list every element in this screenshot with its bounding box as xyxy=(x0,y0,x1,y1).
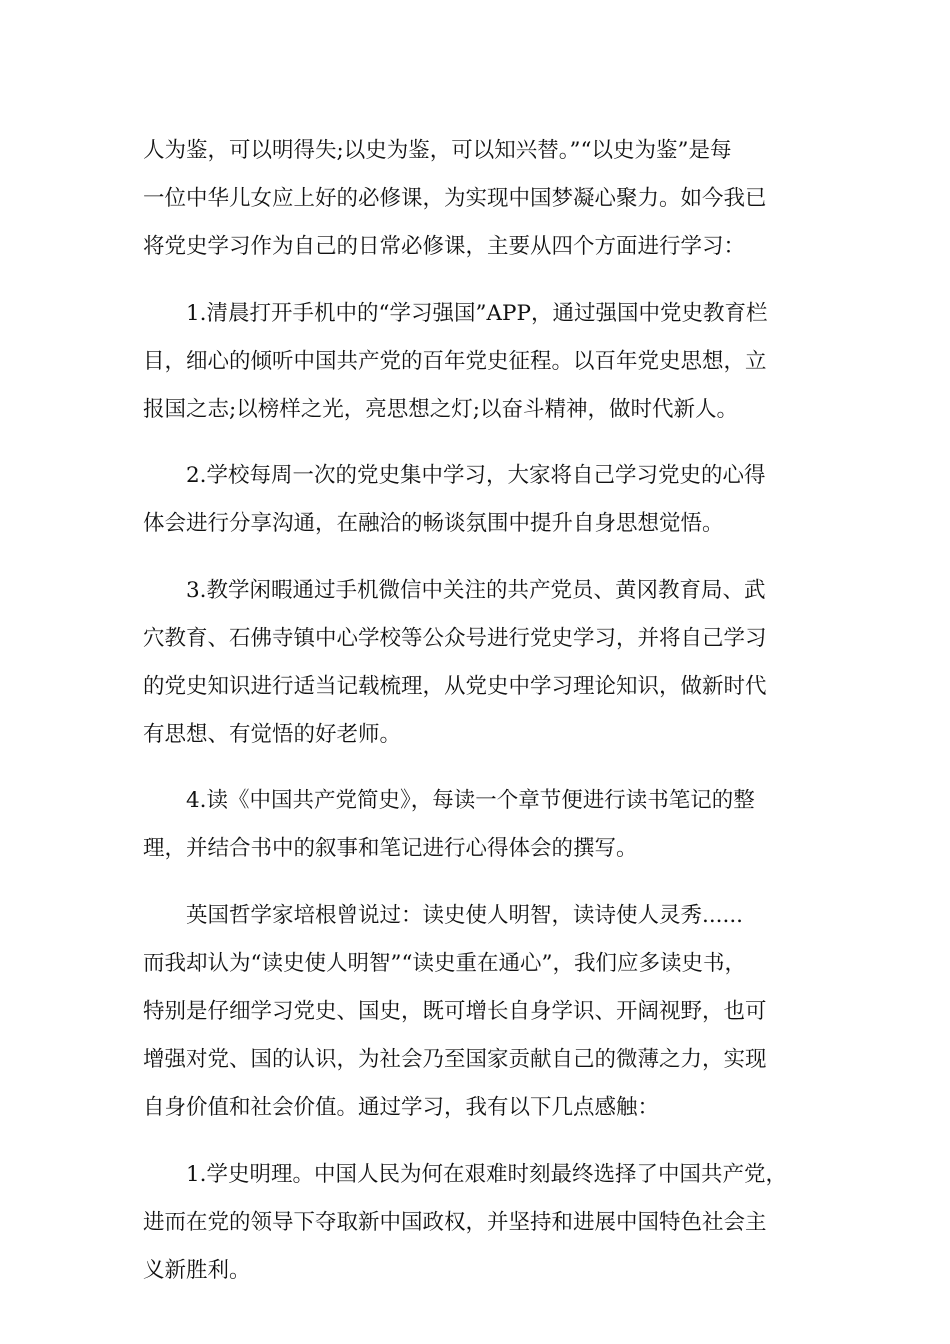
text-line: 有思想、有觉悟的好老师。 xyxy=(143,722,402,748)
paragraph-item-2 xyxy=(143,452,813,548)
text-line: 3.教学闲暇通过手机微信中关注的共产党员、黄冈教育局、武 xyxy=(186,577,766,603)
text-line: 1.学史明理。中国人民为何在艰难时刻最终选择了中国共产党， xyxy=(186,1161,788,1187)
text-line: 而我却认为“读史使人明智”“读史重在通心”，我们应多读史书， xyxy=(143,950,746,976)
document-body xyxy=(143,127,813,1295)
text-line: 目，细心的倾听中国共产党的百年党史征程。以百年党史思想，立 xyxy=(143,348,767,374)
paragraph-item-3 xyxy=(143,567,813,760)
text-line: 1.清晨打开手机中的“学习强国”APP，通过强国中党史教育栏 xyxy=(186,300,768,326)
text-line: 理，并结合书中的叙事和笔记进行心得体会的撰写。 xyxy=(143,836,638,862)
text-line: 体会进行分享沟通，在融洽的畅谈氛围中提升自身思想觉悟。 xyxy=(143,511,724,537)
text-line: 义新胜利。 xyxy=(143,1257,251,1283)
text-line: 进而在党的领导下夺取新中国政权，并坚持和进展中国特色社会主 xyxy=(143,1209,767,1235)
paragraph-item-4 xyxy=(143,777,813,873)
text-line: 报国之志;以榜样之光，亮思想之灯;以奋斗精神，做时代新人。 xyxy=(143,396,738,422)
text-line: 穴教育、石佛寺镇中心学校等公众号进行党史学习，并将自己学习 xyxy=(143,625,767,651)
text-line: 2.学校每周一次的党史集中学习，大家将自己学习党史的心得 xyxy=(186,463,766,489)
text-line: 特别是仔细学习党史、国史，既可增长自身学识、开阔视野，也可 xyxy=(143,999,767,1024)
text-line: 自身价值和社会价值。通过学习，我有以下几点感触： xyxy=(143,1095,660,1121)
text-line: 人为鉴，可以明得失;以史为鉴，可以知兴替。”“以史为鉴”是每 xyxy=(143,138,732,163)
text-line: 一位中华儿女应上好的必修课，为实现中国梦凝心聚力。如今我已 xyxy=(143,186,767,212)
paragraph-bacon-quote xyxy=(143,892,813,1133)
text-line: 的党史知识进行适当记载梳理，从党史中学习理论知识，做新时代 xyxy=(143,673,767,699)
text-line: 英国哲学家培根曾说过：读史使人明智，读诗使人灵秀...... xyxy=(186,902,744,928)
paragraph-item-1 xyxy=(143,290,813,435)
paragraph-intro xyxy=(143,127,813,272)
paragraph-insight-1 xyxy=(143,1151,813,1296)
text-line: 4.读《中国共产党简史》，每读一个章节便进行读书笔记的整 xyxy=(186,788,755,814)
text-line: 将党史学习作为自己的日常必修课，主要从四个方面进行学习： xyxy=(143,234,746,260)
text-line: 增强对党、国的认识，为社会乃至国家贡献自己的微薄之力，实现 xyxy=(143,1047,767,1073)
